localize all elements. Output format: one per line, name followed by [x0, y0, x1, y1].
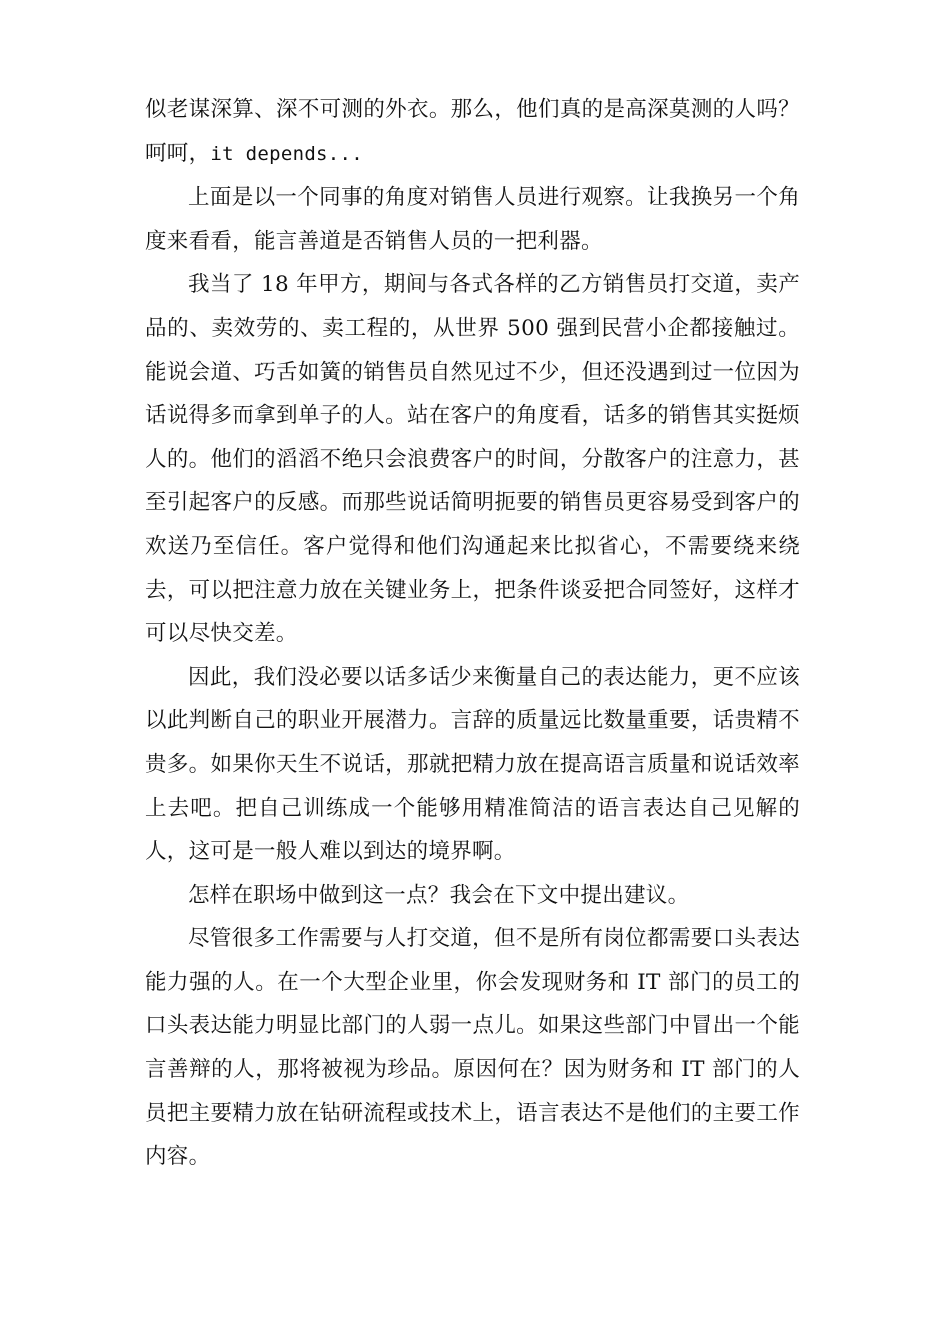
paragraph-5: 怎样在职场中做到这一点？我会在下文中提出建议。: [188, 882, 690, 908]
paragraph-1: [145, 88, 800, 176]
paragraph-2: 上面是以一个同事的角度对销售人员进行观察。让我换另一个角度来看看，能言善道是否销售人员的一把利器。: [145, 185, 800, 254]
paragraph-1-code: it depends...: [210, 142, 364, 165]
paragraph-6: 尽管很多工作需要与人打交道，但不是所有岗位都需要口头表达能力强的人。在一个大型企业里，你会发现财务和 IT 部门的员工的口头表达能力明显比部门的人弱一点儿。如果这些部门中冒出一个能言善辩的人，那将被视为珍品。原因何在？因为财务和 IT 部门的人员把主要精力放在钻研流程或技术上，语言表达不是他们的主要工作内容。: [145, 926, 800, 1170]
document-body: [145, 88, 800, 1179]
paragraph-1-text: 似老谋深算、深不可测的外衣。那么，他们真的是高深莫测的人吗？呵呵，: [145, 97, 800, 166]
paragraph-3: 我当了 18 年甲方，期间与各式各样的乙方销售员打交道，卖产品的、卖效劳的、卖工程的，从世界 500 强到民营小企都接触过。能说会道、巧舌如簧的销售员自然见过不少，但还没遇到过一位因为话说得多而拿到单子的人。站在客户的角度看，话多的销售其实挺烦人的。他们的滔滔不绝只会浪费客户的时间，分散客户的注意力，甚至引起客户的反感。而那些说话简明扼要的销售员更容易受到客户的欢送乃至信任。客户觉得和他们沟通起来比拟省心，不需要绕来绕去，可以把注意力放在关键业务上，把条件谈妥把合同签好，这样才可以尽快交差。: [145, 272, 800, 647]
paragraph-4: 因此，我们没必要以话多话少来衡量自己的表达能力，更不应该以此判断自己的职业开展潜力。言辞的质量远比数量重要，话贵精不贵多。如果你天生不说话，那就把精力放在提高语言质量和说话效率上去吧。把自己训练成一个能够用精准简洁的语言表达自己见解的人，这可是一般人难以到达的境界啊。: [145, 664, 800, 865]
